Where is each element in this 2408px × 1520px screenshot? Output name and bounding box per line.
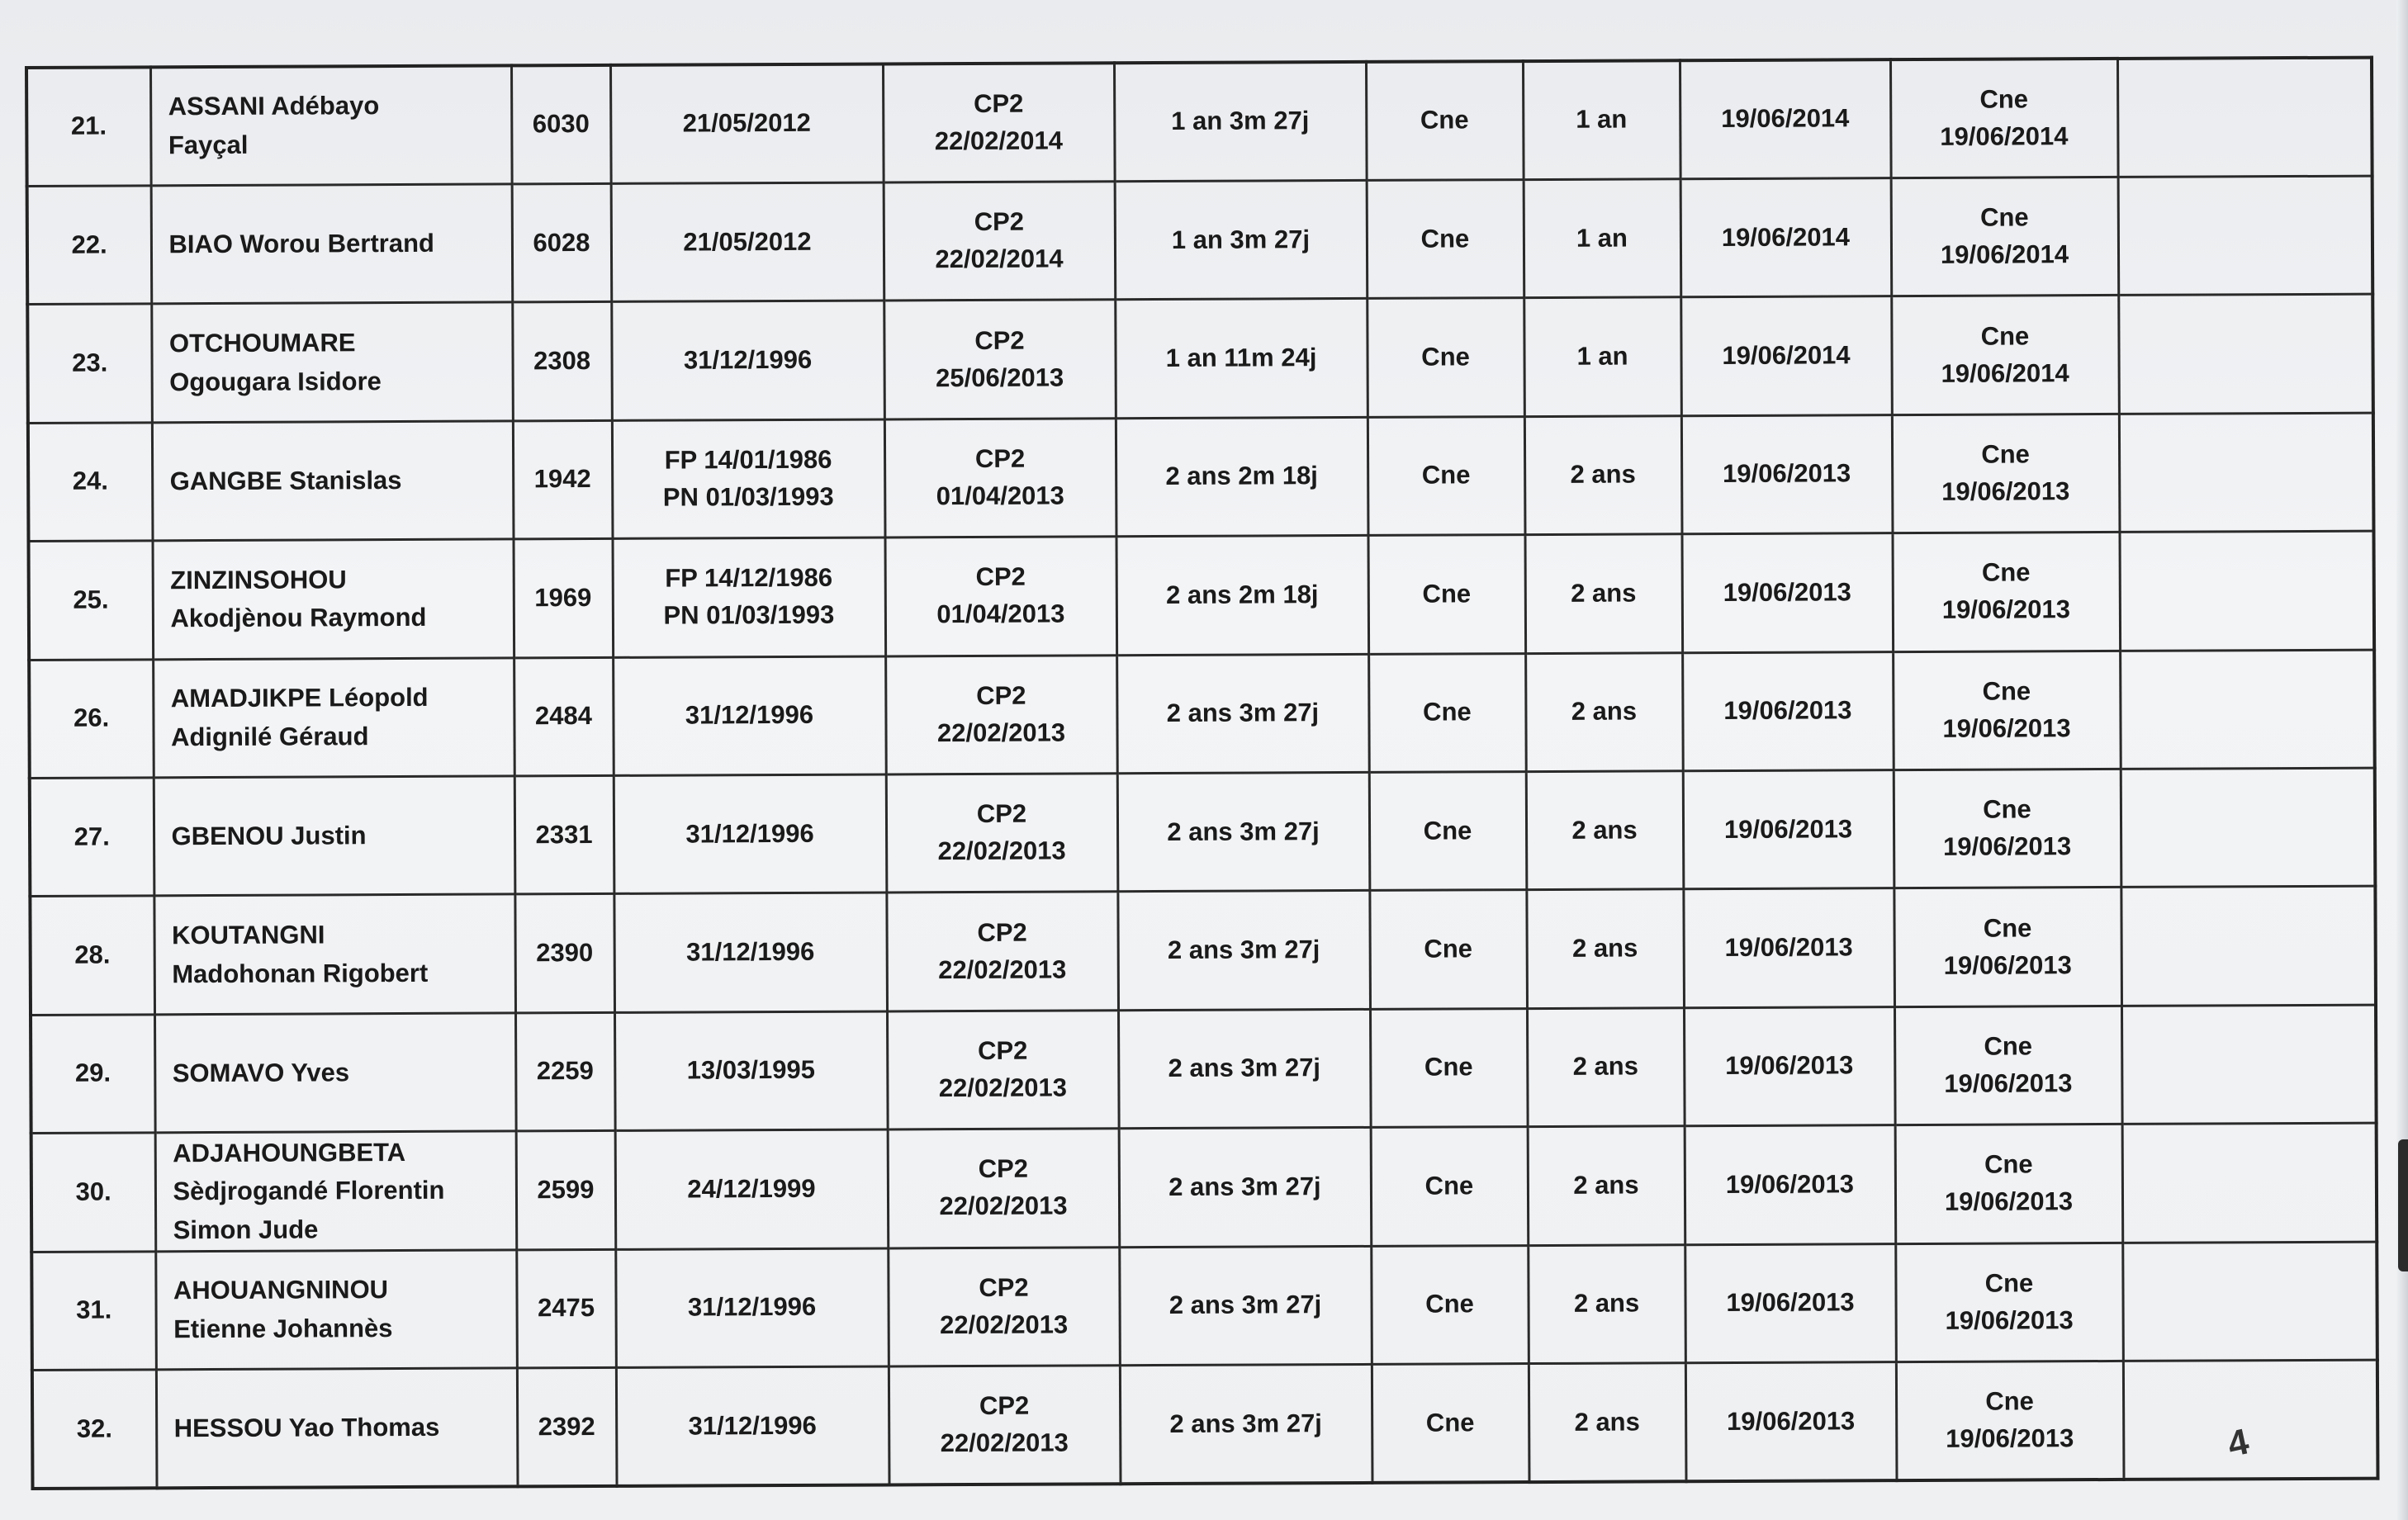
new-grade-line: Cne: [1981, 557, 2031, 588]
cell-matricule: 2475: [516, 1249, 616, 1368]
cell-entry-date: [616, 1366, 889, 1486]
cell-seniority: 2 ans 2m 18j: [1116, 536, 1368, 656]
cell-duration: 2 ans: [1529, 1363, 1686, 1482]
person-name-line: ASSANI Adébayo: [168, 91, 380, 121]
new-grade-line: 19/06/2013: [1942, 831, 2072, 862]
person-name-line: Fayçal: [168, 130, 249, 160]
cell-person-name: [154, 894, 515, 1014]
cell-current-grade: [883, 63, 1115, 182]
person-name-line: HESSOU Yao Thomas: [173, 1412, 440, 1442]
cell-new-grade: [1895, 1243, 2123, 1362]
new-grade-line: 19/06/2014: [1940, 121, 2069, 151]
table-row: [31, 1242, 2377, 1371]
new-grade-line: 19/06/2014: [1940, 239, 2069, 269]
page-mark: 4: [2223, 1421, 2253, 1466]
person-name-line: Etienne Johannès: [173, 1313, 393, 1343]
cell-current-grade: [884, 418, 1116, 537]
new-grade-line: 19/06/2013: [1941, 594, 2071, 625]
person-name-line: KOUTANGNI: [172, 920, 325, 950]
new-grade-line: 19/06/2013: [1943, 949, 2072, 980]
cell-row-number: 24.: [28, 423, 153, 542]
cell-observations: [2118, 176, 2373, 296]
entry-date-line: 31/12/1996: [685, 700, 814, 730]
current-grade-line: 25/06/2013: [936, 362, 1064, 392]
cell-row-number: 21.: [26, 67, 151, 186]
person-name-line: Madohonan Rigobert: [172, 958, 429, 988]
person-name-line: OTCHOUMARE: [168, 328, 356, 358]
table-row: [32, 1360, 2378, 1489]
current-grade-line: CP2: [973, 88, 1024, 119]
entry-date-line: 21/05/2012: [682, 108, 811, 139]
new-grade-line: 19/06/2013: [1946, 1423, 2074, 1453]
entry-date-line: PN 01/03/1993: [662, 481, 834, 512]
cell-matricule: 2308: [512, 302, 612, 421]
cell-duration: 2 ans: [1528, 1244, 1685, 1363]
new-grade-line: 19/06/2013: [1942, 713, 2071, 743]
document-sheet: [25, 56, 2376, 1490]
cell-proposed-grade: Cne: [1369, 890, 1527, 1009]
person-name-line: Adignilé Géraud: [170, 721, 369, 751]
cell-seniority: 1 an 3m 27j: [1115, 180, 1368, 300]
cell-observations: [2121, 1005, 2377, 1125]
current-grade-line: 22/02/2013: [938, 954, 1067, 984]
cell-seniority: 2 ans 3m 27j: [1117, 772, 1370, 892]
cell-new-grade: [1895, 1125, 2123, 1244]
cell-new-grade: [1890, 59, 2118, 178]
promotion-table: [25, 56, 2379, 1490]
cell-effective-date: 19/06/2013: [1682, 651, 1894, 771]
new-grade-line: 19/06/2013: [1945, 1305, 2074, 1335]
cell-new-grade: [1894, 888, 2121, 1007]
entry-date-line: PN 01/03/1993: [663, 600, 835, 630]
cell-observations: [2121, 886, 2376, 1006]
table-row: [30, 768, 2376, 897]
person-name-line: GANGBE Stanislas: [169, 465, 402, 495]
current-grade-line: 01/04/2013: [936, 481, 1064, 511]
cell-new-grade: [1896, 1361, 2124, 1480]
cell-seniority: 2 ans 2m 18j: [1116, 417, 1368, 537]
current-grade-line: CP2: [977, 1035, 1028, 1065]
cell-new-grade: [1894, 1006, 2122, 1125]
cell-row-number: 32.: [32, 1370, 157, 1489]
cell-matricule: 2390: [514, 894, 614, 1013]
cell-person-name: [154, 776, 515, 896]
cell-proposed-grade: Cne: [1371, 1127, 1529, 1246]
cell-effective-date: 19/06/2013: [1681, 533, 1893, 653]
current-grade-line: 22/02/2013: [940, 1309, 1069, 1339]
cell-duration: 2 ans: [1524, 534, 1682, 653]
cell-observations: [2120, 650, 2375, 769]
cell-current-grade: [889, 1366, 1121, 1485]
cell-effective-date: 19/06/2013: [1684, 1006, 1895, 1126]
cell-row-number: 29.: [31, 1015, 155, 1134]
cell-proposed-grade: Cne: [1367, 179, 1524, 298]
entry-date-line: 24/12/1999: [687, 1173, 816, 1204]
cell-row-number: 23.: [27, 304, 152, 423]
cell-proposed-grade: Cne: [1372, 1364, 1529, 1483]
cell-new-grade: [1894, 769, 2121, 888]
table-row: [28, 413, 2374, 542]
person-name-line: ZINZINSOHOU: [170, 565, 347, 595]
cell-proposed-grade: Cne: [1366, 61, 1524, 180]
cell-entry-date: [614, 1011, 888, 1131]
cell-entry-date: [615, 1129, 889, 1249]
current-grade-line: CP2: [978, 1154, 1029, 1184]
cell-new-grade: [1891, 296, 2119, 415]
table-row: [30, 886, 2376, 1015]
current-grade-line: CP2: [974, 443, 1026, 473]
person-name-line: BIAO Worou Bertrand: [168, 228, 435, 259]
cell-new-grade: [1891, 177, 2119, 296]
cell-observations: [2119, 413, 2374, 533]
current-grade-line: CP2: [975, 562, 1026, 592]
cell-matricule: 2484: [514, 657, 614, 776]
table-row: [27, 294, 2373, 423]
new-grade-line: Cne: [1983, 794, 2031, 824]
cell-row-number: 22.: [27, 186, 152, 305]
cell-effective-date: 19/06/2014: [1680, 178, 1892, 298]
entry-date-line: 13/03/1995: [686, 1055, 815, 1085]
cell-matricule: 2599: [516, 1131, 616, 1250]
cell-effective-date: 19/06/2014: [1680, 59, 1891, 179]
person-name-line: Simon Jude: [173, 1215, 319, 1244]
cell-entry-date: [611, 301, 884, 420]
cell-proposed-grade: Cne: [1368, 535, 1525, 654]
current-grade-line: 01/04/2013: [936, 599, 1065, 629]
new-grade-line: Cne: [1979, 84, 2029, 114]
cell-seniority: 1 an 3m 27j: [1114, 62, 1367, 182]
cell-effective-date: 19/06/2013: [1683, 770, 1894, 890]
cell-entry-date: [615, 1248, 889, 1368]
entry-date-line: 31/12/1996: [685, 818, 814, 849]
cell-current-grade: [886, 892, 1118, 1011]
cell-proposed-grade: Cne: [1369, 772, 1527, 891]
current-grade-line: 22/02/2013: [937, 836, 1066, 866]
cell-duration: 2 ans: [1527, 1007, 1685, 1126]
cell-current-grade: [888, 1247, 1120, 1366]
new-grade-line: Cne: [1979, 202, 2029, 232]
cell-row-number: 28.: [30, 896, 154, 1015]
cell-entry-date: [613, 537, 886, 657]
cell-seniority: 2 ans 3m 27j: [1118, 1009, 1371, 1129]
entry-date-line: 31/12/1996: [687, 1292, 817, 1322]
new-grade-line: Cne: [1982, 676, 2031, 706]
table-row: [29, 650, 2375, 779]
cell-current-grade: [887, 1010, 1119, 1129]
table-row: [29, 531, 2375, 660]
cell-effective-date: 19/06/2013: [1685, 1125, 1896, 1245]
cell-effective-date: 19/06/2013: [1683, 888, 1894, 1008]
entry-date-line: 21/05/2012: [683, 226, 812, 257]
cell-row-number: 31.: [31, 1251, 156, 1370]
current-grade-line: 22/02/2013: [940, 1428, 1069, 1458]
new-grade-line: Cne: [1981, 439, 2030, 469]
cell-current-grade: [885, 537, 1117, 656]
cell-matricule: 6030: [511, 65, 611, 184]
cell-current-grade: [886, 774, 1118, 893]
table-row: [31, 1005, 2377, 1134]
new-grade-line: Cne: [1984, 1031, 2033, 1061]
table-row: [27, 176, 2373, 305]
current-grade-line: CP2: [974, 325, 1025, 355]
cell-person-name: [155, 1249, 517, 1369]
cell-duration: 2 ans: [1524, 415, 1682, 534]
cell-new-grade: [1892, 414, 2120, 533]
cell-effective-date: 19/06/2014: [1680, 296, 1892, 416]
cell-person-name: [155, 1131, 517, 1251]
cell-duration: 2 ans: [1526, 889, 1684, 1008]
entry-date-line: FP 14/01/1986: [664, 444, 832, 475]
cell-seniority: 2 ans 3m 27j: [1117, 891, 1370, 1011]
cell-current-grade: [884, 182, 1116, 301]
cell-proposed-grade: Cne: [1368, 416, 1525, 535]
new-grade-line: 19/06/2013: [1944, 1186, 2074, 1217]
cell-effective-date: 19/06/2013: [1685, 1243, 1896, 1363]
table-row: [26, 58, 2372, 187]
new-grade-line: 19/06/2014: [1941, 358, 2069, 388]
cell-current-grade: [884, 300, 1116, 419]
cell-matricule: 1942: [513, 420, 613, 539]
cell-current-grade: [885, 655, 1117, 774]
cell-matricule: 6028: [512, 183, 612, 302]
current-grade-line: 22/02/2014: [934, 125, 1064, 156]
person-name-line: GBENOU Justin: [171, 821, 367, 851]
new-grade-line: Cne: [1983, 913, 2032, 943]
cell-proposed-grade: Cne: [1371, 1245, 1529, 1364]
cell-proposed-grade: Cne: [1370, 1008, 1528, 1127]
cell-seniority: 2 ans 3m 27j: [1119, 1128, 1372, 1248]
current-grade-line: CP2: [976, 798, 1027, 829]
cell-entry-date: [614, 893, 887, 1012]
cell-person-name: [150, 65, 512, 185]
current-grade-line: CP2: [976, 680, 1026, 710]
cell-effective-date: 19/06/2013: [1685, 1362, 1897, 1482]
cell-row-number: 26.: [29, 659, 154, 778]
cell-duration: 2 ans: [1528, 1126, 1685, 1245]
cell-matricule: 1969: [514, 539, 614, 658]
cell-observations: [2122, 1123, 2377, 1243]
new-grade-line: 19/06/2013: [1944, 1068, 2073, 1098]
current-grade-line: CP2: [974, 206, 1025, 237]
cell-current-grade: [888, 1129, 1120, 1248]
cell-seniority: 2 ans 3m 27j: [1119, 1246, 1372, 1366]
current-grade-line: 22/02/2013: [939, 1191, 1068, 1221]
cell-entry-date: [613, 656, 886, 775]
cell-duration: 1 an: [1524, 297, 1681, 416]
entry-date-line: 31/12/1996: [683, 344, 813, 375]
cell-entry-date: [612, 419, 885, 539]
current-grade-line: 22/02/2013: [936, 717, 1066, 747]
cell-seniority: 2 ans 3m 27j: [1120, 1364, 1372, 1484]
cell-observations: [2117, 58, 2372, 178]
cell-matricule: 2259: [515, 1012, 615, 1131]
person-name-line: SOMAVO Yves: [172, 1057, 350, 1087]
person-name-line: AHOUANGNINOU: [173, 1275, 389, 1305]
cell-duration: 2 ans: [1526, 771, 1684, 890]
cell-person-name: [152, 421, 514, 541]
new-grade-line: Cne: [1984, 1268, 2034, 1298]
current-grade-line: 22/02/2013: [938, 1073, 1068, 1103]
table-body: [26, 58, 2377, 1489]
current-grade-line: CP2: [977, 917, 1027, 947]
cell-duration: 2 ans: [1525, 652, 1683, 771]
cell-observations: [2119, 531, 2374, 651]
cell-proposed-grade: Cne: [1368, 653, 1526, 772]
cell-entry-date: [610, 64, 884, 183]
entry-date-line: FP 14/12/1986: [665, 563, 833, 594]
new-grade-line: Cne: [1980, 320, 2030, 351]
new-grade-line: 19/06/2013: [1941, 476, 2070, 506]
cell-seniority: 2 ans 3m 27j: [1116, 654, 1369, 774]
new-grade-line: Cne: [1985, 1386, 2034, 1416]
cell-observations: [2118, 294, 2373, 414]
cell-new-grade: [1893, 651, 2121, 770]
current-grade-line: CP2: [979, 1272, 1029, 1302]
scan-edge-shadow: [2398, 1139, 2408, 1271]
cell-row-number: 30.: [31, 1133, 156, 1252]
cell-person-name: [156, 1368, 518, 1488]
person-name-line: Akodjènou Raymond: [170, 603, 427, 633]
person-name-line: Ogougara Isidore: [169, 366, 382, 396]
cell-person-name: [151, 302, 513, 422]
cell-seniority: 1 an 11m 24j: [1115, 299, 1368, 419]
cell-matricule: 2392: [517, 1367, 617, 1486]
new-grade-line: Cne: [1984, 1149, 2033, 1180]
cell-new-grade: [1892, 533, 2120, 652]
person-name-line: Sèdjrogandé Florentin: [173, 1175, 445, 1206]
person-name-line: AMADJIKPE Léopold: [170, 683, 429, 713]
current-grade-line: 22/02/2014: [935, 244, 1064, 274]
cell-effective-date: 19/06/2013: [1681, 414, 1893, 534]
cell-observations: [2122, 1242, 2377, 1361]
cell-entry-date: [614, 774, 887, 894]
cell-person-name: [153, 539, 514, 659]
cell-row-number: 25.: [29, 541, 154, 660]
cell-duration: 1 an: [1524, 179, 1681, 298]
cell-person-name: [154, 1013, 516, 1133]
cell-duration: 1 an: [1523, 60, 1680, 179]
cell-person-name: [153, 657, 514, 777]
entry-date-line: 31/12/1996: [686, 936, 815, 967]
cell-proposed-grade: Cne: [1367, 298, 1524, 417]
cell-observations: [2121, 768, 2376, 888]
person-name-line: ADJAHOUNGBETA: [173, 1137, 406, 1167]
cell-matricule: 2331: [514, 775, 614, 894]
table-row: [31, 1123, 2377, 1252]
entry-date-line: 31/12/1996: [688, 1410, 817, 1441]
cell-row-number: 27.: [30, 778, 154, 897]
scan-edge: [2396, 0, 2408, 1520]
cell-person-name: [151, 184, 513, 304]
current-grade-line: CP2: [979, 1390, 1030, 1421]
cell-entry-date: [611, 182, 884, 302]
